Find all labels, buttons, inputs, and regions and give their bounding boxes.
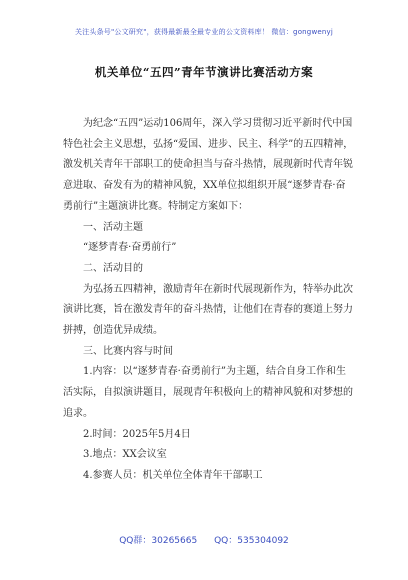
section-heading-content-time: 三、比赛内容与时间 xyxy=(83,345,173,357)
theme-text: “逐梦青春·奋勇前行” xyxy=(83,242,177,254)
time-item: 2.时间：2025年5月4日 xyxy=(83,428,191,440)
purpose-paragraph: 为弘扬五四精神，激励青年在新时代展现新作为，特举办此次演讲比赛，旨在激发青年的奋斗热情，让他们在青春的赛道上努力拼搏，创造优异成绩。 xyxy=(63,283,353,337)
location-item: 3.地点：XX会议室 xyxy=(83,449,167,461)
document-body xyxy=(63,114,355,487)
footer-contact xyxy=(0,533,408,546)
section-heading-theme: 一、活动主题 xyxy=(83,221,143,233)
section-heading-purpose: 二、活动目的 xyxy=(83,262,143,274)
document-title: 机关单位“五四”青年节演讲比赛活动方案 xyxy=(94,65,314,79)
header-banner: 关注头条号"公文研究"，获得最新最全最专业的公文资料库！ 微信：gongwenyj xyxy=(74,28,334,36)
participants-item: 4.参赛人员：机关单位全体青年干部职工 xyxy=(83,469,263,481)
content-item: 1.内容：以“逐梦青春·奋勇前行”为主题，结合自身工作和生活实际，自拟演讲题目，展现青年积极向上的精神风貌和对梦想的追求。 xyxy=(63,366,353,419)
intro-paragraph: 为纪念“五四”运动106周年，深入学习贯彻习近平新时代中国特色社会主义思想，弘扬“爱国、进步、民主、科学”的五四精神，激发机关青年干部职工的使命担当与奋斗热情，展现新时代青年锐意进取、奋发有为的精神风貌，XX单位拟组织开展“逐梦青春·奋勇前行”主题演讲比赛。特制定方案如下： xyxy=(63,118,354,212)
qq-contact-link[interactable]: QQ：535304092 xyxy=(214,536,289,546)
qq-group-link[interactable]: QQ群：30265665 xyxy=(119,536,198,546)
